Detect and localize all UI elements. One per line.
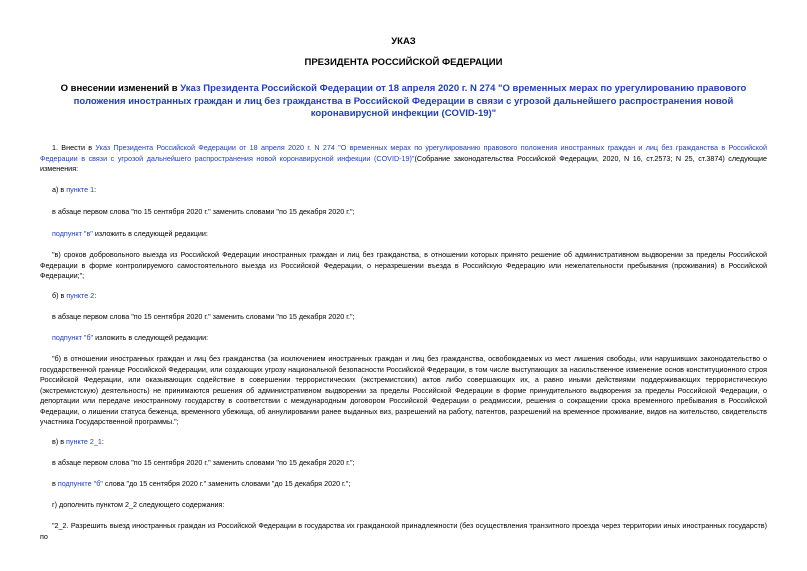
item-d-text: "2_2. Разрешить выезд иностранных граждан из Российской Федерации в государства их гражданской принадлежности (без осуществления транзитного проезда через территории иных иностранных государств) по bbox=[40, 521, 767, 541]
p1-suffix: (Собрание законодательства Российской Федерации, 2020, N 16, ст.2573; N 25, ст.3874) следующие изменения: bbox=[40, 153, 767, 173]
item-b-1: в абзаце первом слова "по 15 сентября 2020 г." заменить словами "по 15 декабря 2020 г."; bbox=[52, 312, 355, 321]
item-a-2-suffix: изложить в следующей редакции: bbox=[92, 229, 208, 238]
item-a bbox=[40, 185, 767, 196]
item-c-1: в абзаце первом слова "по 15 сентября 2020 г." заменить словами "по 15 декабря 2020 г."; bbox=[52, 458, 355, 467]
document-issuer: ПРЕЗИДЕНТА РОССИЙСКОЙ ФЕДЕРАЦИИ bbox=[304, 57, 503, 68]
item-c-2-link[interactable]: подпункте "б" bbox=[57, 479, 103, 488]
item-a-3: "в) сроков добровольного выезда из Российской Федерации иностранных граждан и лиц без гражданства, в отношении которых принято решение об административном выдворении за пределы Российской Федерации в форме контролируемого самостоятельного выезда из Российской Федерации, о неразрешении въезда в Российскую Федерацию или нежелательности пребывания (проживания) в Российской Федерации;"; bbox=[40, 250, 767, 280]
p1-decree-link[interactable]: Указ Президента Российской Федерации от 18 апреля 2020 г. N 274 "О временных мерах по урегулированию правового положения иностранных граждан и лиц без гражданства в Российской Федерации в связи с угрозой дальнейшего распространения новой коронавирусной инфекции (COVID-19)" bbox=[40, 143, 767, 163]
item-b-2-suffix: изложить в следующей редакции: bbox=[93, 333, 209, 342]
item-a-link[interactable]: пункте 1 bbox=[66, 185, 95, 194]
p1-prefix: 1. Внести в bbox=[52, 143, 96, 152]
item-c-2-prefix: в bbox=[52, 479, 58, 488]
item-c-2-suffix: слова "до 15 сентября 2020 г." заменить словами "до 15 декабря 2020 г."; bbox=[102, 479, 351, 488]
paragraph-1 bbox=[40, 143, 767, 175]
item-b-prefix: б) в bbox=[52, 291, 67, 300]
document-subtitle bbox=[40, 83, 767, 121]
item-d: г) дополнить пунктом 2_2 следующего содержания: bbox=[52, 500, 225, 509]
subtitle-decree-link[interactable]: Указ Президента Российской Федерации от 18 апреля 2020 г. N 274 "О временных мерах по урегулированию правового положения иностранных граждан и лиц без гражданства в Российской Федерации в связи с угрозой дальнейшего распространения новой коронавирусной инфекции (COVID-19)" bbox=[73, 83, 747, 119]
item-a-suffix: : bbox=[94, 185, 97, 194]
item-b-2-link[interactable]: подпункт "б" bbox=[52, 333, 94, 342]
item-c-2 bbox=[40, 479, 767, 490]
item-c-link[interactable]: пункте 2_1 bbox=[66, 437, 102, 446]
item-a-prefix: а) в bbox=[52, 185, 67, 194]
item-a-2 bbox=[40, 229, 767, 240]
item-b-2 bbox=[40, 333, 767, 344]
item-c-prefix: в) в bbox=[52, 437, 67, 446]
item-c-suffix: : bbox=[101, 437, 104, 446]
item-b-suffix: : bbox=[94, 291, 97, 300]
item-a-2-link[interactable]: подпункт "в" bbox=[52, 229, 93, 238]
item-b bbox=[40, 291, 767, 302]
item-a-1: в абзаце первом слова "по 15 сентября 2020 г." заменить словами "по 15 декабря 2020 г."; bbox=[52, 207, 355, 216]
document-title: УКАЗ bbox=[391, 36, 416, 47]
subtitle-prefix: О внесении изменений в bbox=[60, 83, 181, 94]
item-c bbox=[40, 437, 767, 448]
item-b-link[interactable]: пункте 2 bbox=[66, 291, 95, 300]
item-b-3: "б) в отношении иностранных граждан и лиц без гражданства (за исключением иностранных граждан и лиц без гражданства, освобождаемых из мест лишения свободы, или нарушивших законодательство о государственной границе Российской Федерации, или создающих угрозу национальной безопасности Российской Федерации, в том числе выступающих за насильственное изменение основ конституционного строя Российской Федерации, или оказывающих содействие в совершении террористических (экстремистских) актов либо совершающих их, а равно иными действиями поддерживающих террористическую (экстремистскую) деятельность) не принимаются решения об административном выдворении за пределы Российской Федерации в форме принудительного выдворения за пределы Российской Федерации, о депортации или передаче иностранному государству в соответствии с международным договором Российской Федерации о реадмиссии, решения о сокращении срока временного пребывания в Российской Федерации, о лишении статуса беженца, временного убежища, об аннулировании ранее выданных виз, разрешений на работу, патентов, разрешений на временное проживание, видов на жительство, свидетельств участника Государственной программы."; bbox=[40, 354, 767, 426]
